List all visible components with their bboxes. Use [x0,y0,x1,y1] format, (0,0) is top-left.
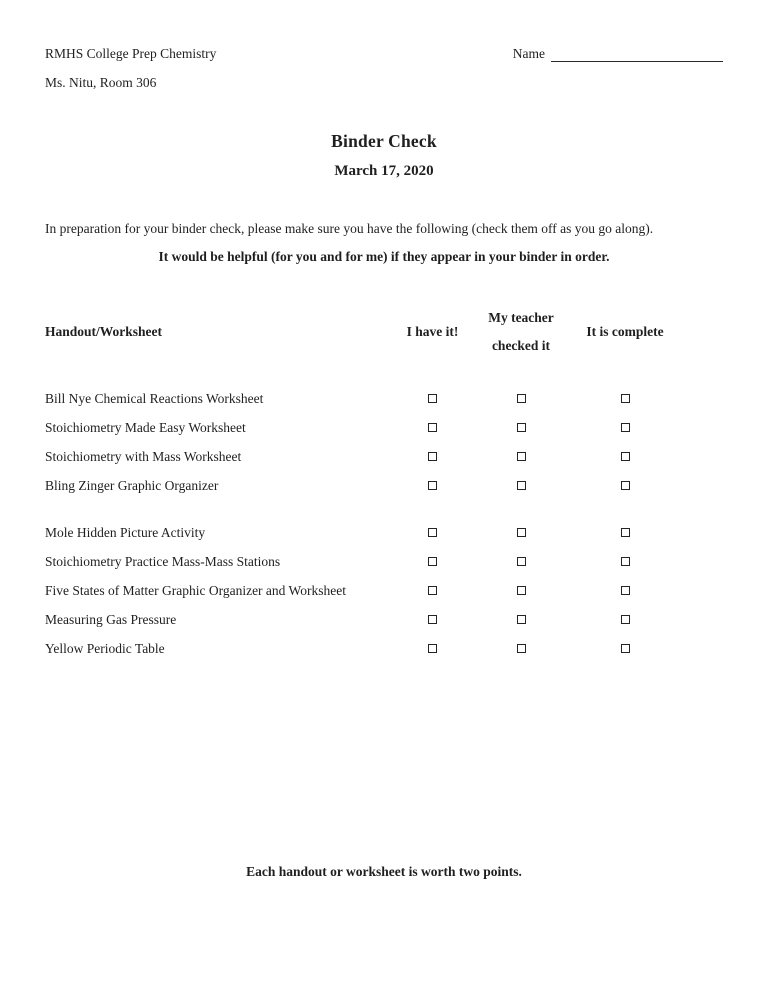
checkbox-teacher-checked[interactable] [517,481,526,490]
checkbox-teacher-checked-cell [474,644,568,653]
checkbox-have-it-cell [391,615,474,624]
checkbox-complete[interactable] [621,481,630,490]
checkbox-teacher-checked[interactable] [517,452,526,461]
checkbox-complete-cell [568,423,682,432]
checkbox-have-it-cell [391,644,474,653]
checkbox-complete-cell [568,557,682,566]
name-field-group [513,46,723,62]
column-header-teacher-line2: checked it [491,338,551,353]
item-label: Measuring Gas Pressure [45,611,177,627]
checkbox-complete-cell [568,644,682,653]
item-label: Bling Zinger Graphic Organizer [45,477,219,493]
course-title: RMHS College Prep Chemistry [45,46,217,61]
item-label: Mole Hidden Picture Activity [45,524,206,540]
checklist-group [45,518,723,663]
table-row [45,576,723,605]
table-row [45,605,723,634]
checkbox-have-it[interactable] [428,557,437,566]
name-label: Name [512,46,545,61]
checkbox-have-it-cell [391,452,474,461]
table-row [45,471,723,500]
checkbox-teacher-checked-cell [474,615,568,624]
checkbox-teacher-checked[interactable] [517,644,526,653]
checkbox-complete-cell [568,394,682,403]
checkbox-teacher-checked[interactable] [517,586,526,595]
checkbox-complete-cell [568,481,682,490]
checkbox-teacher-checked[interactable] [517,394,526,403]
checkbox-complete[interactable] [621,528,630,537]
document-header [45,46,723,62]
checkbox-teacher-checked-cell [474,394,568,403]
page-date: March 17, 2020 [334,163,434,179]
checkbox-complete-cell [568,452,682,461]
checkbox-complete[interactable] [621,452,630,461]
item-label: Five States of Matter Graphic Organizer and Worksheet [45,582,346,598]
table-row [45,547,723,576]
checklist-header [45,304,723,360]
checkbox-have-it-cell [391,557,474,566]
column-header-teacher-line1: My teacher [488,310,554,325]
checkbox-complete[interactable] [621,586,630,595]
checkbox-have-it[interactable] [428,644,437,653]
footer-note: Each handout or worksheet is worth two points. [246,864,522,879]
column-header-complete: It is complete [586,324,664,339]
intro-emphasis: It would be helpful (for you and for me) if they appear in your binder in order. [158,249,610,264]
table-row [45,634,723,663]
table-row [45,518,723,547]
checkbox-complete[interactable] [621,615,630,624]
item-label: Yellow Periodic Table [45,640,165,656]
column-header-item: Handout/Worksheet [45,324,163,339]
column-header-have-it: I have it! [406,324,459,339]
table-row [45,384,723,413]
checkbox-teacher-checked-cell [474,481,568,490]
checkbox-complete[interactable] [621,423,630,432]
checkbox-have-it[interactable] [428,615,437,624]
checklist [45,384,723,663]
column-header-teacher-checked [474,304,568,360]
checkbox-teacher-checked[interactable] [517,423,526,432]
checkbox-teacher-checked-cell [474,557,568,566]
teacher-room-line: Ms. Nitu, Room 306 [45,75,157,90]
checkbox-have-it[interactable] [428,481,437,490]
table-row [45,442,723,471]
checkbox-have-it-cell [391,423,474,432]
checkbox-have-it[interactable] [428,423,437,432]
checkbox-have-it-cell [391,528,474,537]
checkbox-complete[interactable] [621,644,630,653]
checklist-group [45,384,723,500]
checkbox-complete[interactable] [621,557,630,566]
checkbox-have-it-cell [391,481,474,490]
checkbox-have-it[interactable] [428,452,437,461]
checkbox-teacher-checked-cell [474,452,568,461]
checkbox-have-it-cell [391,586,474,595]
checkbox-teacher-checked[interactable] [517,615,526,624]
checkbox-complete[interactable] [621,394,630,403]
item-label: Stoichiometry Practice Mass-Mass Stations [45,553,281,569]
checkbox-teacher-checked[interactable] [517,557,526,566]
checkbox-have-it-cell [391,394,474,403]
checkbox-teacher-checked-cell [474,586,568,595]
intro-paragraph: In preparation for your binder check, please make sure you have the following (check them off as you go along). [45,221,654,236]
checkbox-complete-cell [568,586,682,595]
table-row [45,413,723,442]
checkbox-complete-cell [568,528,682,537]
name-blank-line[interactable] [551,48,723,62]
checkbox-teacher-checked[interactable] [517,528,526,537]
checkbox-complete-cell [568,615,682,624]
checkbox-teacher-checked-cell [474,528,568,537]
item-label: Stoichiometry with Mass Worksheet [45,448,242,464]
checkbox-have-it[interactable] [428,394,437,403]
checkbox-teacher-checked-cell [474,423,568,432]
checkbox-have-it[interactable] [428,586,437,595]
page-title: Binder Check [331,131,437,151]
checkbox-have-it[interactable] [428,528,437,537]
item-label: Stoichiometry Made Easy Worksheet [45,419,246,435]
item-label: Bill Nye Chemical Reactions Worksheet [45,390,264,406]
